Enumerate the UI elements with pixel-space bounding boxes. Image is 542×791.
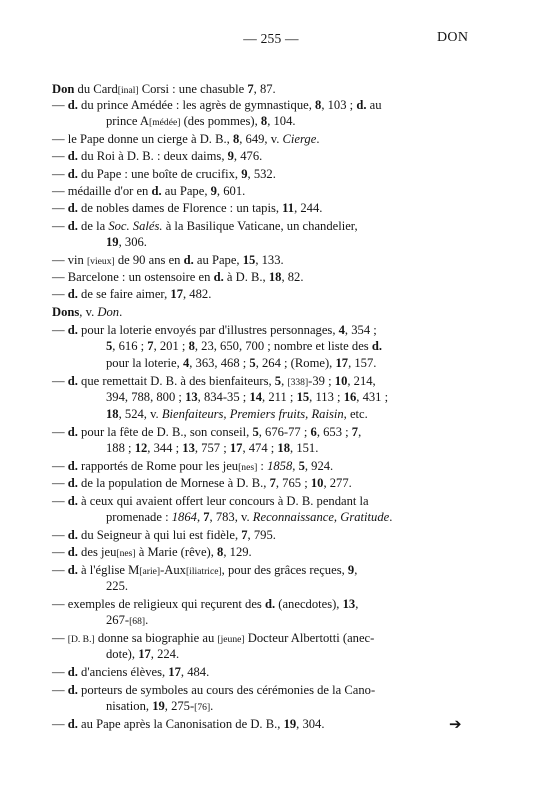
bold-ref: 17 — [138, 647, 151, 661]
entry-text: — — [52, 167, 68, 181]
bold-ref: d. — [67, 323, 78, 337]
bold-ref: 19 — [152, 699, 165, 713]
entry-text: — — [52, 374, 68, 388]
entry-text: — — [52, 665, 68, 679]
bold-ref: d. — [67, 459, 78, 473]
entry-text: porteurs de symboles au cours des cérémonies de la Cano- — [77, 683, 376, 697]
entry-text: Docteur Albertotti (anec- — [244, 631, 375, 645]
entry-text: , 354 ; — [344, 323, 377, 337]
index-line — [106, 698, 213, 716]
index-line — [52, 322, 377, 338]
entry-text: , 277. — [323, 476, 352, 490]
entry-text: de la — [77, 219, 109, 233]
entry-text: , — [355, 597, 359, 611]
entry-text: . — [210, 699, 214, 713]
index-line — [52, 682, 375, 698]
entry-text: — Barcelone : un ostensoire en — [52, 270, 214, 284]
entry-text: du Pape : une boîte de crucifix, — [77, 167, 242, 181]
entry-text: — — [52, 683, 68, 697]
bold-ref: 9 — [227, 149, 234, 163]
bold-ref: 8 — [260, 114, 268, 128]
bold-ref: d. — [67, 201, 78, 215]
entry-text: : — [257, 459, 268, 473]
bold-ref: 5 — [249, 356, 256, 370]
entry-text: pour la loterie, — [106, 356, 183, 370]
entry-text: — — [52, 425, 68, 439]
entry-text: , 765 ; — [275, 476, 311, 490]
entry-text: des jeu — [77, 545, 117, 559]
entry-text: , 601. — [216, 184, 246, 198]
bold-ref: 5 — [252, 425, 259, 439]
entry-text: , — [281, 374, 288, 388]
entry-text: rapportés de Rome pour les jeu — [77, 459, 239, 473]
bold-ref: 18 — [268, 270, 282, 284]
bold-ref: d. — [67, 665, 78, 679]
bold-ref: d. — [67, 219, 78, 233]
bold-ref: 17 — [335, 356, 349, 370]
entry-text: , 524, v. — [118, 407, 162, 421]
index-line — [52, 562, 357, 580]
entry-text: pour la fête de D. B., son conseil, — [77, 425, 253, 439]
entry-text: Corsi : une chasuble — [138, 82, 248, 96]
italic-text: 1864 — [171, 510, 197, 524]
bold-ref: 15 — [242, 253, 256, 267]
bracketed-abbrev: [vieux] — [86, 256, 115, 267]
entry-text: — — [52, 219, 68, 233]
entry-text: , 757 ; — [194, 441, 230, 455]
entry-text: . — [316, 132, 320, 146]
entry-text: 267- — [106, 613, 130, 627]
entry-text: 394, 788, 800 ; — [106, 390, 186, 404]
entry-text: du Roi à D. B. : deux daims, — [77, 149, 228, 163]
entry-text: que remettait D. B. à des bienfaiteurs, — [77, 374, 275, 388]
entry-text: , 474 ; — [242, 441, 278, 455]
bold-ref: d. — [67, 528, 78, 542]
entry-text: — — [52, 149, 68, 163]
entry-text: , 795. — [247, 528, 276, 542]
bold-ref: d. — [213, 270, 224, 284]
entry-text: de la population de Mornese à D. B., — [77, 476, 270, 490]
entry-text: , 103 ; — [321, 98, 357, 112]
entry-text: , 306. — [118, 235, 147, 249]
entry-text: , — [358, 425, 362, 439]
index-line — [106, 509, 392, 525]
entry-text: — — [52, 98, 68, 112]
entry-text: — le Pape donne un cierge à D. B., — [52, 132, 233, 146]
entry-text: (des pommes), — [180, 114, 261, 128]
bold-ref: d. — [67, 167, 78, 181]
bold-ref: 13 — [182, 441, 195, 455]
bracketed-abbrev: [nes] — [238, 462, 258, 473]
entry-text: , 82. — [281, 270, 304, 284]
entry-text: — — [52, 201, 68, 215]
italic-text: Cierge — [282, 132, 317, 146]
bold-ref: 5 — [298, 459, 305, 473]
bold-ref: 8 — [217, 545, 224, 559]
bold-ref: 17 — [170, 287, 183, 301]
bold-ref: d. — [356, 98, 367, 112]
bold-ref: Dons — [52, 305, 80, 319]
entry-text: , 304. — [296, 717, 325, 731]
entry-text: , — [292, 459, 299, 473]
bold-ref: 5 — [106, 339, 113, 353]
entry-text: — — [52, 494, 68, 508]
entry-text: , etc. — [343, 407, 368, 421]
entry-text: — — [52, 287, 68, 301]
bold-ref: d. — [67, 425, 78, 439]
bold-ref: d. — [183, 253, 194, 267]
entry-text: , 476. — [233, 149, 263, 163]
bold-ref: 9 — [347, 563, 355, 577]
bracketed-abbrev: [arie] — [139, 566, 161, 577]
bold-ref: 8 — [188, 339, 195, 353]
entry-text: de se faire aimer, — [77, 287, 171, 301]
bracketed-abbrev: [médée] — [149, 117, 181, 128]
bold-ref: 18 — [106, 407, 119, 421]
index-line — [52, 269, 304, 285]
bracketed-abbrev: [76] — [194, 702, 211, 713]
index-line — [106, 406, 368, 422]
bold-ref: 7 — [351, 425, 359, 439]
index-line — [52, 183, 245, 199]
index-line — [106, 338, 382, 354]
entry-text: (anecdotes), — [275, 597, 343, 611]
bracketed-abbrev: [68] — [129, 616, 146, 627]
index-line — [52, 304, 122, 320]
index-line — [52, 630, 374, 648]
entry-text: , v. — [79, 305, 98, 319]
italic-text: Soc. Salés. — [108, 219, 163, 233]
entry-text: , 616 ; — [112, 339, 148, 353]
bold-ref: 9 — [241, 167, 248, 181]
index-line — [106, 578, 128, 594]
bold-ref: 7 — [247, 82, 254, 96]
bold-ref: d. — [67, 683, 78, 697]
bold-ref: 13 — [185, 390, 198, 404]
bold-ref: d. — [67, 149, 78, 163]
entry-text: , 924. — [304, 459, 334, 473]
bold-ref: 17 — [168, 665, 181, 679]
bold-ref: 13 — [342, 597, 356, 611]
index-line — [52, 424, 361, 440]
entry-text: nisation, — [106, 699, 153, 713]
entry-text: , 532. — [247, 167, 276, 181]
entry-text: du prince Amédée : les agrès de gymnastique, — [77, 98, 316, 112]
entry-text: donne sa biographie au — [94, 631, 218, 645]
bold-ref: d. — [67, 98, 78, 112]
bold-ref: 8 — [315, 98, 322, 112]
italic-text: Don — [97, 305, 120, 319]
entry-text: , 211 ; — [262, 390, 297, 404]
bold-ref: d. — [67, 374, 78, 388]
italic-text: 1858 — [267, 459, 293, 473]
index-line — [52, 596, 358, 612]
entry-text: — vin — [52, 253, 87, 267]
running-head-entry: DON — [437, 30, 469, 45]
entry-text: , pour des grâces reçues, — [221, 563, 348, 577]
bold-ref: d. — [67, 717, 78, 731]
entry-text: , 783, v. — [209, 510, 253, 524]
bold-ref: 6 — [310, 425, 317, 439]
bold-ref: d. — [67, 476, 78, 490]
entry-text: , 834-35 ; — [197, 390, 250, 404]
entry-text: promenade : — [106, 510, 172, 524]
bold-ref: 9 — [210, 184, 217, 198]
index-line — [52, 493, 369, 509]
index-line — [106, 234, 147, 250]
entry-text: . — [389, 510, 393, 524]
entry-text: , 201 ; — [153, 339, 189, 353]
index-line — [52, 527, 276, 543]
index-line — [52, 131, 319, 147]
entry-text: , 363, 468 ; — [189, 356, 250, 370]
index-line — [106, 113, 296, 131]
index-line — [106, 440, 318, 456]
index-line — [52, 664, 209, 680]
entry-text: 225. — [106, 579, 129, 593]
page-number: — 255 — — [243, 31, 299, 46]
bracketed-abbrev: [D. B.] — [67, 634, 95, 645]
index-line — [52, 475, 352, 491]
index-line — [52, 544, 252, 562]
bold-ref: 5 — [274, 374, 282, 388]
entry-text: -39 ; — [308, 374, 335, 388]
bracketed-abbrev: [338] — [287, 377, 309, 388]
entry-text: , 344 ; — [147, 441, 183, 455]
bold-ref: 18 — [277, 441, 291, 455]
entry-text: , 214, — [347, 374, 376, 388]
bold-ref: 12 — [134, 441, 148, 455]
index-line — [106, 355, 376, 371]
entry-text: , 87. — [253, 82, 276, 96]
entry-text: — — [52, 476, 68, 490]
entry-text: à ceux qui avaient offert leur concours à D. B. pendant la — [77, 494, 369, 508]
entry-text: . — [119, 305, 123, 319]
entry-text: , 133. — [255, 253, 284, 267]
italic-text: Reconnaissance, Gratitude — [252, 510, 390, 524]
bold-ref: 7 — [147, 339, 154, 353]
entry-text: à la Basilique Vaticane, un chandelier, — [162, 219, 358, 233]
bold-ref: 15 — [296, 390, 310, 404]
entry-text: , 482. — [183, 287, 212, 301]
entry-text: à l'église M — [77, 563, 140, 577]
bold-ref: d. — [67, 563, 78, 577]
bold-ref: 17 — [229, 441, 243, 455]
entry-text: . — [145, 613, 149, 627]
entry-text: , 157. — [348, 356, 377, 370]
entry-text: , 275- — [164, 699, 195, 713]
bold-ref: d. — [371, 339, 383, 353]
bold-ref: 19 — [106, 235, 119, 249]
bold-ref: 4 — [338, 323, 345, 337]
index-line — [52, 286, 211, 302]
bracketed-abbrev: [nes] — [116, 548, 136, 559]
entry-text: -Aux — [160, 563, 186, 577]
entry-text: à Marie (rêve), — [135, 545, 218, 559]
entry-text: — — [52, 323, 68, 337]
bold-ref: 10 — [310, 476, 324, 490]
bold-ref: 7 — [269, 476, 276, 490]
bracketed-abbrev: [iliatrice] — [185, 566, 222, 577]
index-line — [52, 252, 284, 270]
entry-text: d'anciens élèves, — [77, 665, 169, 679]
entry-text: au Pape après la Canonisation de D. B., — [77, 717, 284, 731]
bold-ref: 14 — [249, 390, 263, 404]
entry-text: , 431 ; — [356, 390, 389, 404]
entry-text: de nobles dames de Florence : un tapis, — [77, 201, 283, 215]
entry-text: — — [52, 545, 68, 559]
bold-ref: 16 — [343, 390, 357, 404]
entry-text: — — [52, 528, 68, 542]
entry-text: , 104. — [267, 114, 296, 128]
entry-text: du Seigneur à qui lui est fidèle, — [77, 528, 242, 542]
entry-text: dote), — [106, 647, 139, 661]
index-line — [52, 148, 262, 164]
entry-text: de 90 ans en — [114, 253, 184, 267]
entry-text: — — [52, 459, 68, 473]
entry-text: — — [52, 631, 68, 645]
bold-ref: 19 — [283, 717, 297, 731]
entry-text: , 224. — [150, 647, 180, 661]
index-line — [52, 716, 325, 732]
entry-text: — — [52, 717, 68, 731]
italic-text: Bienfaiteurs, Premiers fruits, Raisin — [161, 407, 344, 421]
bold-ref: d. — [67, 545, 78, 559]
bold-ref: 7 — [241, 528, 248, 542]
entry-text: , 653 ; — [316, 425, 352, 439]
entry-text: du Card — [74, 82, 118, 96]
bracketed-abbrev: [jeune] — [217, 634, 245, 645]
entry-text: , 244. — [294, 201, 323, 215]
entry-text: , 113 ; — [309, 390, 344, 404]
entry-text: pour la loterie envoyés par d'illustres personnages, — [77, 323, 339, 337]
entry-text: , 649, v. — [239, 132, 283, 146]
continue-arrow-icon: ➔ — [449, 717, 462, 733]
entry-text: , 484. — [180, 665, 210, 679]
entry-text: , 129. — [223, 545, 252, 559]
entry-text: , 151. — [290, 441, 319, 455]
bold-ref: 7 — [203, 510, 210, 524]
entry-text: , — [196, 510, 204, 524]
index-line — [106, 646, 179, 662]
entry-text: , 23, 650, 700 ; nombre et liste des — [194, 339, 372, 353]
bold-ref: 8 — [232, 132, 240, 146]
index-line — [106, 389, 388, 405]
index-line — [52, 458, 333, 476]
entry-text: au Pape, — [161, 184, 211, 198]
bold-ref: d. — [67, 494, 78, 508]
entry-text: — — [52, 563, 68, 577]
bracketed-abbrev: [inal] — [117, 85, 139, 96]
entry-text: — exemples de religieux qui reçurent des — [52, 597, 265, 611]
entry-text: prince A — [106, 114, 150, 128]
bold-ref: d. — [67, 287, 78, 301]
bold-ref: d. — [151, 184, 162, 198]
index-line — [52, 97, 382, 113]
bold-ref: 11 — [282, 201, 295, 215]
entry-text: au — [366, 98, 382, 112]
entry-text: , 676-77 ; — [258, 425, 311, 439]
index-line — [52, 218, 358, 234]
entry-text: au Pape, — [193, 253, 243, 267]
entry-text: , 264 ; (Rome), — [255, 356, 336, 370]
bold-ref: 4 — [182, 356, 190, 370]
entry-text: à D. B., — [223, 270, 269, 284]
entry-text: — médaille d'or en — [52, 184, 152, 198]
entry-text: 188 ; — [106, 441, 135, 455]
bold-ref: d. — [264, 597, 276, 611]
index-line — [52, 166, 276, 182]
index-line — [52, 200, 322, 216]
bold-ref: Don — [52, 82, 75, 96]
entry-text: , — [354, 563, 358, 577]
bold-ref: 10 — [334, 374, 348, 388]
index-line — [106, 612, 148, 630]
